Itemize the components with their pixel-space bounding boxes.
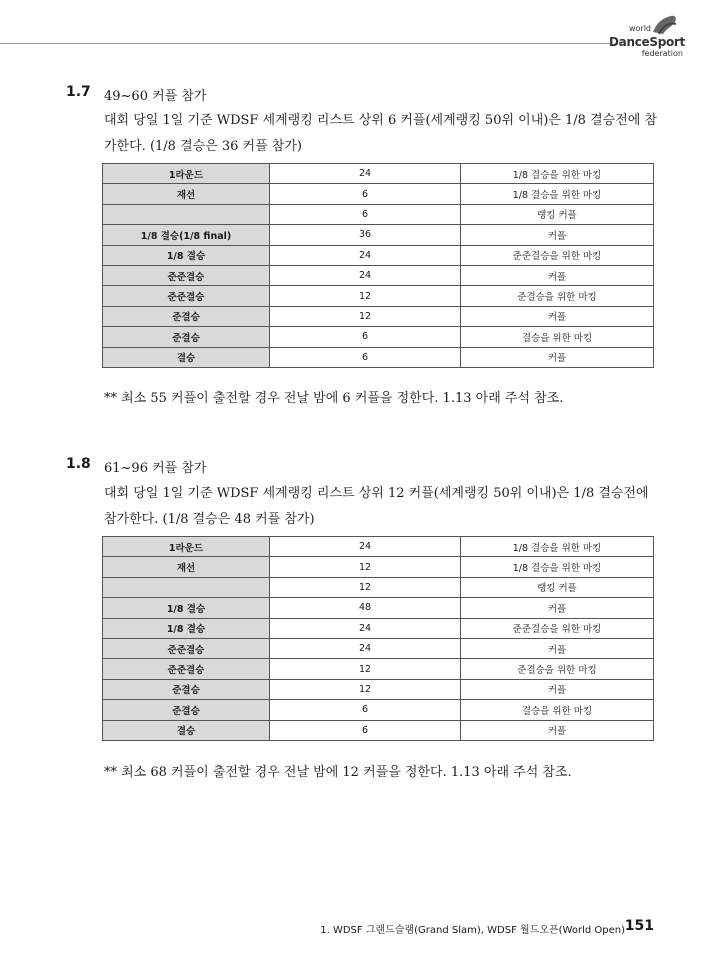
couple-count-cell: 24	[270, 265, 461, 285]
table-row	[103, 327, 654, 347]
table-row	[103, 577, 654, 597]
round-name-cell: 1/8 결승	[103, 618, 270, 638]
table-row	[103, 638, 654, 658]
round-name-cell: 결승	[103, 720, 270, 740]
round-name-cell: 1/8 결승	[103, 598, 270, 618]
couple-count-cell: 36	[270, 225, 461, 245]
description-cell: 결승을 위한 마킹	[461, 700, 654, 720]
round-name-cell: 1라운드	[103, 164, 270, 184]
table-row	[103, 306, 654, 326]
description-cell: 준결승을 위한 마킹	[461, 286, 654, 306]
round-name-cell: 준결승	[103, 306, 270, 326]
table-row	[103, 679, 654, 699]
round-name-cell: 준준결승	[103, 286, 270, 306]
couple-count-cell: 24	[270, 245, 461, 265]
description-cell: 커플	[461, 720, 654, 740]
couple-count-cell: 24	[270, 537, 461, 557]
round-name-cell: 준준결승	[103, 265, 270, 285]
couple-count-cell: 24	[270, 638, 461, 658]
section-paragraph: 대회 당일 1일 기준 WDSF 세계랭킹 리스트 상위 12 커플(세계랭킹 50위 이내)은 1/8 결승전에 참가한다. (1/8 결승은 48 커플 참가)	[104, 486, 649, 527]
section-title: 61~96 커플 참가	[104, 461, 207, 476]
table-row	[103, 347, 654, 367]
table-row	[103, 265, 654, 285]
round-name-cell	[103, 204, 270, 224]
couple-count-cell: 6	[270, 327, 461, 347]
table-row	[103, 225, 654, 245]
dancer-logo-icon	[649, 14, 679, 36]
description-cell: 커플	[461, 347, 654, 367]
couple-count-cell: 12	[270, 577, 461, 597]
description-cell: 1/8 결승을 위한 마킹	[461, 184, 654, 204]
rounds-table	[102, 536, 654, 741]
table-row	[103, 720, 654, 740]
couple-count-cell: 12	[270, 286, 461, 306]
description-cell: 준준결승을 위한 마킹	[461, 245, 654, 265]
table-row	[103, 537, 654, 557]
table-row	[103, 164, 654, 184]
wdsf-logo	[609, 14, 685, 64]
table-row	[103, 245, 654, 265]
table-row	[103, 618, 654, 638]
description-cell: 커플	[461, 598, 654, 618]
description-cell: 1/8 결승을 위한 마킹	[461, 164, 654, 184]
section-number: 1.7	[66, 84, 91, 100]
description-cell: 결승을 위한 마킹	[461, 327, 654, 347]
logo-line-world: world	[628, 24, 651, 33]
couple-count-cell: 12	[270, 679, 461, 699]
couple-count-cell: 6	[270, 700, 461, 720]
table-row	[103, 598, 654, 618]
description-cell: 커플	[461, 679, 654, 699]
round-name-cell: 준준결승	[103, 659, 270, 679]
table-row	[103, 700, 654, 720]
table-row	[103, 286, 654, 306]
round-name-cell: 준결승	[103, 327, 270, 347]
description-cell: 커플	[461, 225, 654, 245]
table-row	[103, 204, 654, 224]
table-row	[103, 659, 654, 679]
round-name-cell: 준결승	[103, 679, 270, 699]
footer-running-title: 1. WDSF 그랜드슬램(Grand Slam), WDSF 월드오픈(World Open)	[320, 925, 625, 936]
description-cell: 커플	[461, 306, 654, 326]
description-cell: 1/8 결승을 위한 마킹	[461, 557, 654, 577]
description-cell: 커플	[461, 265, 654, 285]
logo-line-federation: federation	[641, 49, 683, 58]
couple-count-cell: 6	[270, 347, 461, 367]
section-paragraph: 대회 당일 1일 기준 WDSF 세계랭킹 리스트 상위 6 커플(세계랭킹 50위 이내)은 1/8 결승전에 참가한다. (1/8 결승은 36 커플 참가)	[104, 113, 658, 154]
couple-count-cell: 12	[270, 659, 461, 679]
couple-count-cell: 12	[270, 557, 461, 577]
description-cell: 준준결승을 위한 마킹	[461, 618, 654, 638]
description-cell: 랭킹 커플	[461, 204, 654, 224]
section-note: ** 최소 68 커플이 출전할 경우 전날 밤에 12 커플을 정한다. 1.13 아래 주석 참조.	[104, 765, 572, 780]
couple-count-cell: 6	[270, 720, 461, 740]
table-row	[103, 557, 654, 577]
round-name-cell: 준결승	[103, 700, 270, 720]
round-name-cell: 1라운드	[103, 537, 270, 557]
round-name-cell: 1/8 결승	[103, 245, 270, 265]
round-name-cell: 결승	[103, 347, 270, 367]
page-number: 151	[624, 918, 654, 934]
section-number: 1.8	[66, 456, 91, 472]
section-title: 49~60 커플 참가	[104, 89, 207, 104]
round-name-cell: 1/8 결승(1/8 final)	[103, 225, 270, 245]
round-name-cell: 재선	[103, 557, 270, 577]
couple-count-cell: 24	[270, 164, 461, 184]
logo-line-dancesport: DanceSport	[609, 35, 685, 49]
couple-count-cell: 24	[270, 618, 461, 638]
description-cell: 준결승을 위한 마킹	[461, 659, 654, 679]
table-row	[103, 184, 654, 204]
couple-count-cell: 6	[270, 204, 461, 224]
round-name-cell: 준준결승	[103, 638, 270, 658]
header-rule	[0, 43, 610, 44]
couple-count-cell: 48	[270, 598, 461, 618]
couple-count-cell: 6	[270, 184, 461, 204]
description-cell: 1/8 결승을 위한 마킹	[461, 537, 654, 557]
round-name-cell: 재선	[103, 184, 270, 204]
round-name-cell	[103, 577, 270, 597]
description-cell: 커플	[461, 638, 654, 658]
section-note: ** 최소 55 커플이 출전할 경우 전날 밤에 6 커플을 정한다. 1.13 아래 주석 참조.	[104, 391, 564, 406]
rounds-table	[102, 163, 654, 368]
description-cell: 랭킹 커플	[461, 577, 654, 597]
couple-count-cell: 12	[270, 306, 461, 326]
